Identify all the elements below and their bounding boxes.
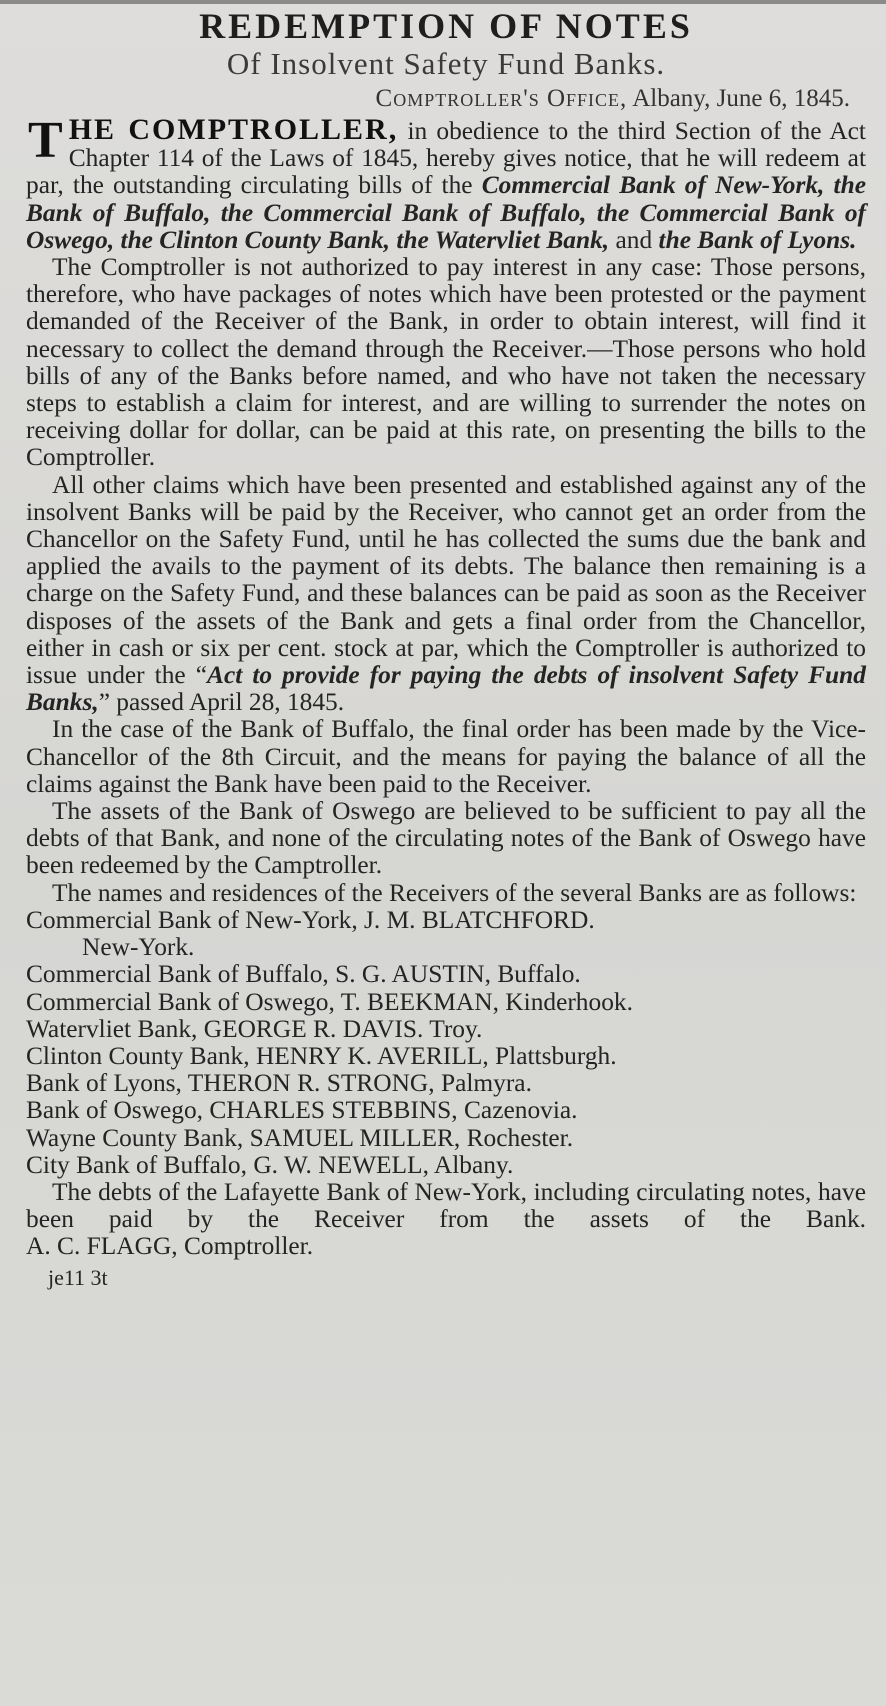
bank-list: Commercial Bank of New-York, the Bank of Buffalo, the Commercial Bank of Buffalo, the Commercial Bank of Oswego, the Clinton County Bank, the Watervliet Bank, [26, 171, 866, 254]
receiver-line: Clinton County Bank, HENRY K. AVERILL, Plattsburgh. [26, 1041, 617, 1070]
column-rule [0, 0, 886, 4]
paragraph-4: In the case of the Bank of Buffalo, the final order has been made by the Vice-Chancellor of the 8th Circuit, and the means for paying the balance of all the claims against the Bank have been paid to the Receiver. [26, 715, 866, 798]
paragraph-3-text: All other claims which have been presented and established against any of the insolvent Banks will be paid by the Receiver, who cannot get an order from the Chancellor on the Safety Fund, until he has collected the sums due the bank and applied the avails to the payment of its debts. The balance then remaining is a charge on the Safety Fund, and these balances can be paid as soon as the Receiver disposes of the assets of the Bank and gets a final order from the Chancellor, either in cash or six per cent. stock at par, which the Comptroller is authorized to issue under the “ [26, 470, 866, 690]
paragraph-1-and: and [609, 225, 659, 254]
paragraph-2: The Comptroller is not authorized to pay interest in any case: Those persons, therefore, who have packages of notes which have been protested or the payment demanded of the Receiver of the Bank, in order to obtain interest, will find it necessary to collect the demand through the Receiver.—Those persons who hold bills of any of the Banks before named, and who have not taken the necessary steps to establish a claim for interest, and are willing to surrender the notes on receiving dollar for dollar, can be paid at this rate, on presenting the bills to the Comptroller. [26, 253, 866, 472]
paragraph-1-text: in obedience to the third Section of the Act Chapter 114 of the Laws of 1845, hereby gives notice, that he will redeem at par, the outstanding circulating bills of the [26, 117, 866, 200]
signature: A. C. FLAGG, Comptroller. [26, 1232, 314, 1261]
receiver-line: Wayne County Bank, SAMUEL MILLER, Rochester. [26, 1123, 574, 1152]
receiver-line-continuation: New-York. [82, 933, 195, 962]
receiver-line: Bank of Oswego, CHARLES STEBBINS, Cazenovia. [26, 1096, 578, 1125]
receiver-line: Watervliet Bank, GEORGE R. DAVIS. Troy. [26, 1014, 483, 1043]
paragraph-5: The assets of the Bank of Oswego are believed to be sufficient to pay all the debts of that Bank, and none of the circulating notes of the Bank of Oswego have been redeemed by the Camptroller. [26, 797, 866, 880]
receiver-line: City Bank of Buffalo, G. W. NEWELL, Albany. [26, 1150, 514, 1179]
drop-cap: T [28, 112, 63, 169]
receiver-line: Commercial Bank of Buffalo, S. G. AUSTIN, Buffalo. [26, 960, 581, 989]
notice-title: REDEMPTION OF NOTES [199, 6, 693, 46]
receiver-line: Commercial Bank of Oswego, T. BEEKMAN, Kinderhook. [26, 987, 633, 1016]
receivers-list [26, 907, 866, 1179]
notice-subtitle: Of Insolvent Safety Fund Banks. [226, 46, 666, 81]
paragraph-1 [26, 112, 866, 254]
paragraph-7 [26, 1179, 866, 1261]
bank-of-lyons: the Bank of Lyons. [658, 225, 857, 254]
paragraph-3 [26, 472, 866, 717]
dateline-place-date: Albany, June 6, 1845. [632, 85, 850, 112]
insertion-code: je11 3t [48, 1264, 108, 1290]
receiver-line: Bank of Lyons, THERON R. STRONG, Palmyra. [26, 1069, 532, 1098]
paragraph-6: The names and residences of the Receivers of the several Banks are as follows: [52, 878, 857, 907]
dateline-office: Comptroller's Office, [375, 85, 628, 112]
paragraph-3-end: ” passed April 28, 1845. [98, 688, 345, 717]
act-title: Act to provide for paying the debts of insolvent Safety Fund Banks, [26, 661, 866, 717]
dateline [26, 82, 866, 116]
receiver-line: Commercial Bank of New-York, J. M. BLATCHFORD. [26, 905, 595, 934]
paragraph-7-text: The debts of the Lafayette Bank of New-York, including circulating notes, have been paid by the Receiver from the assets of the Bank. [26, 1177, 866, 1234]
lead-caps: HE COMPTROLLER, [68, 113, 399, 146]
